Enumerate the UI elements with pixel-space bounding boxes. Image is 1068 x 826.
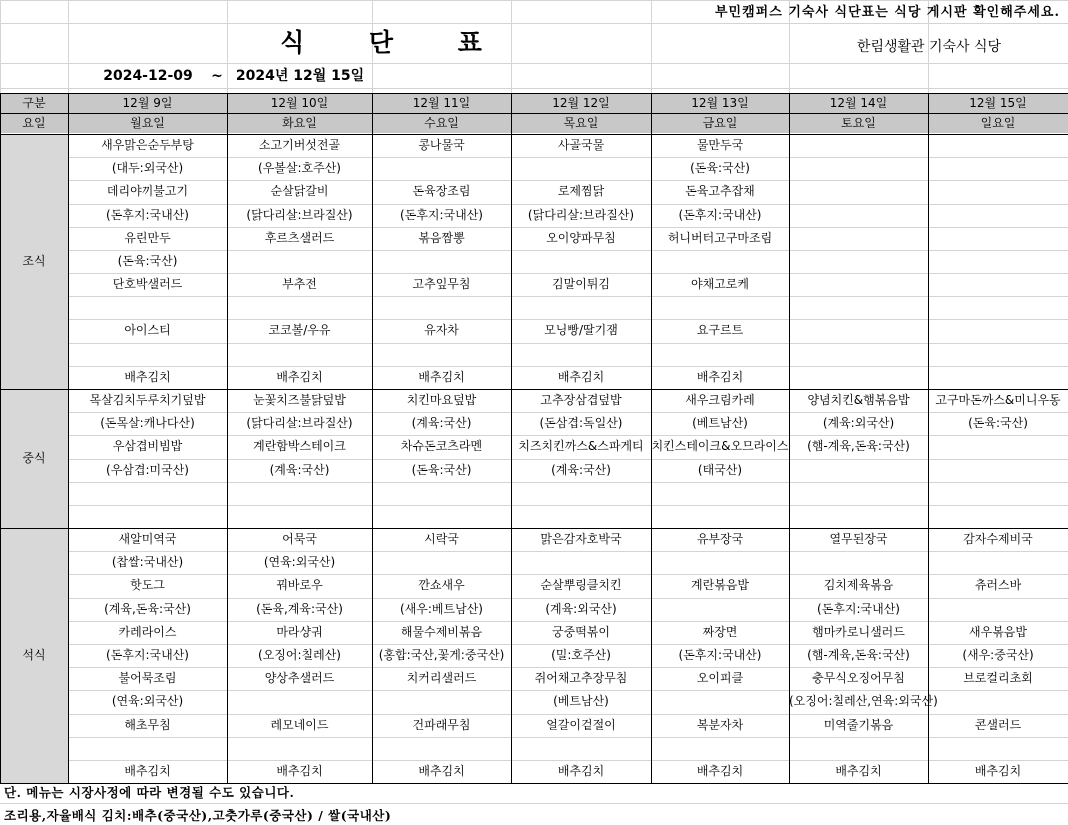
menu-item: (새우:베트남산) <box>400 602 483 616</box>
menu-item: 돈육고추잡채 <box>685 184 755 198</box>
menu-item: (돈삼겹:독일산) <box>539 416 623 430</box>
menu-item: (닭다리살:브라질산) <box>246 416 353 430</box>
menu-item: 미역줄기볶음 <box>823 718 894 732</box>
menu-item: 요구르트 <box>696 323 744 337</box>
dining-hall-name: 한림생활관 기숙사 식당 <box>856 39 1002 55</box>
menu-item: 아이스티 <box>124 323 171 337</box>
menu-item: 순살닭갈비 <box>270 184 329 198</box>
menu-item: 시락국 <box>424 532 459 546</box>
menu-item: (돈육:국산) <box>117 254 178 268</box>
menu-item: 우삼겹비빔밥 <box>112 439 183 453</box>
menu-item: 츄러스바 <box>974 578 1022 592</box>
menu-item: 돈육장조림 <box>412 184 471 198</box>
menu-item: 순살뿌링클치킨 <box>540 578 622 592</box>
meal-label: 석식 <box>22 648 46 663</box>
menu-item: (계육:국산) <box>269 463 330 477</box>
menu-item: (대두:외국산) <box>111 161 184 175</box>
header-day: 토요일 <box>841 116 876 130</box>
grid-line <box>0 343 1068 344</box>
meal-label: 중식 <box>22 450 46 465</box>
menu-item: (돈후지:국내산) <box>678 648 762 662</box>
grid-line <box>0 482 1068 483</box>
menu-item: (우볼살:호주산) <box>258 161 341 175</box>
menu-item: 오이피클 <box>696 671 744 685</box>
menu-item: (계육:국산) <box>411 416 472 430</box>
header-date: 12월 15일 <box>969 96 1027 110</box>
menu-item: 충무식오징어무침 <box>812 671 905 685</box>
menu-item: 유자차 <box>424 323 459 337</box>
menu-item: 모닝빵/딸기잼 <box>544 323 618 337</box>
menu-item: 후르츠샐러드 <box>264 231 335 245</box>
header-day: 월요일 <box>130 116 165 130</box>
menu-item: 계란볶음밥 <box>691 578 749 592</box>
start-date: 2024-12-09 <box>103 68 193 84</box>
menu-item: (연육:외국산) <box>111 694 184 708</box>
menu-item: 고추장삼겹덮밥 <box>540 393 622 407</box>
menu-item: 햄마카로니샐러드 <box>812 625 905 639</box>
menu-item: 해물수제비볶음 <box>400 625 483 639</box>
menu-item: 마라샹궈 <box>276 625 323 639</box>
menu-item: 데리야끼불고기 <box>106 184 189 198</box>
menu-item: (계육:외국산) <box>822 416 895 430</box>
menu-item: 콘샐러드 <box>974 718 1022 732</box>
menu-item: (우삼겹:미국산) <box>106 463 189 477</box>
menu-item: 유린만두 <box>124 231 171 245</box>
menu-item: (돈육,계육:국산) <box>256 602 343 616</box>
menu-item: 배추김치 <box>124 370 171 384</box>
menu-item: 배추김치 <box>557 764 605 778</box>
menu-item: (햄-계육,돈육:국산) <box>807 439 910 453</box>
menu-item: 궁중떡볶이 <box>552 625 610 639</box>
menu-item: 배추김치 <box>557 370 605 384</box>
menu-item: 깐쇼새우 <box>418 578 465 592</box>
menu-item: 치킨스테이크&오므라이스 <box>651 439 789 453</box>
header-date: 12월 12일 <box>552 96 610 110</box>
end-date: 2024년 12월 15일 <box>235 68 365 84</box>
menu-item: (돈후지:국내산) <box>106 648 189 662</box>
menu-item: (계육:외국산) <box>545 602 617 616</box>
menu-item: 김치제육볶음 <box>823 578 894 592</box>
menu-item: 배추김치 <box>418 764 465 778</box>
menu-item: 레모네이드 <box>270 718 329 732</box>
menu-item: 치킨마요덮밥 <box>406 393 477 407</box>
header-day: 금요일 <box>702 116 738 130</box>
menu-item: 배추김치 <box>696 370 744 384</box>
menu-item: 짜장면 <box>702 625 738 639</box>
grid-line <box>0 505 1068 506</box>
menu-item: 부추전 <box>282 277 317 291</box>
menu-item: 새우크림카레 <box>685 393 755 407</box>
grid-line <box>0 0 1068 1</box>
menu-item: (돈후지:국내산) <box>106 208 189 222</box>
menu-item: 새우볶음밥 <box>969 625 1027 639</box>
header-day: 일요일 <box>980 116 1016 130</box>
footer-notice: 단. 메뉴는 시장사정에 따라 변경될 수도 있습니다. <box>4 785 295 800</box>
menu-item: 소고기버섯전골 <box>258 138 341 152</box>
menu-item: (돈후지:국내산) <box>400 208 483 222</box>
menu-item: 야채고로케 <box>691 277 749 291</box>
menu-item: 고추잎무침 <box>412 277 471 291</box>
menu-item: 배추김치 <box>696 764 744 778</box>
menu-item: 배추김치 <box>974 764 1022 778</box>
header-day: 목요일 <box>563 116 599 130</box>
menu-item: (돈후지:국내산) <box>678 208 762 222</box>
header-date: 12월 13일 <box>691 96 749 110</box>
menu-item: 배추김치 <box>418 370 465 384</box>
menu-item: (밀:호주산) <box>551 648 611 662</box>
menu-item: 유부장국 <box>696 532 744 546</box>
header-date: 12월 9일 <box>122 96 173 110</box>
menu-item: (닭다리살:브라질산) <box>246 208 353 222</box>
header-yoil: 요일 <box>22 116 46 130</box>
menu-item: 복분자차 <box>696 718 744 732</box>
menu-item: 허니버터고구마조림 <box>667 231 773 245</box>
menu-item: (베트남산) <box>553 694 609 708</box>
menu-item: 해초무침 <box>124 718 171 732</box>
menu-item: 물만두국 <box>696 138 744 152</box>
meal-label: 조식 <box>22 254 46 268</box>
menu-item: 치커리샐러드 <box>406 671 477 685</box>
menu-item: 김말이튀김 <box>552 277 610 291</box>
menu-item: (태국산) <box>697 463 743 477</box>
menu-item: 건파래무침 <box>412 718 471 732</box>
menu-item: (새우:중국산) <box>962 648 1034 662</box>
menu-item: 계란함박스테이크 <box>253 439 346 453</box>
menu-item: 눈꽃치즈불닭덮밥 <box>253 393 346 407</box>
menu-item: 배추김치 <box>276 370 323 384</box>
menu-item: (햄-계육,돈육:국산) <box>807 648 910 662</box>
header-day: 화요일 <box>282 116 317 130</box>
menu-item: 코코볼/우유 <box>268 323 331 337</box>
menu-item: 양념치킨&햄볶음밥 <box>807 393 910 407</box>
menu-item: 핫도그 <box>130 578 165 592</box>
page-title: 식 단 표 <box>280 28 510 57</box>
header-date: 12월 10일 <box>270 96 329 110</box>
menu-item: 양상추샐러드 <box>264 671 335 685</box>
menu-item: 감자수제비국 <box>963 532 1033 546</box>
header-gubun: 구분 <box>22 96 46 110</box>
menu-item: 브로컬리초회 <box>963 671 1033 685</box>
menu-item: 콩나물국 <box>418 138 465 152</box>
grid-line <box>0 88 1068 89</box>
header-date: 12월 14일 <box>829 96 888 110</box>
menu-item: 배추김치 <box>276 764 323 778</box>
menu-item: 배추김치 <box>124 764 171 778</box>
menu-item: 카레라이스 <box>118 625 177 639</box>
menu-item: 사골국물 <box>557 138 605 152</box>
menu-item: 얼갈이겉절이 <box>546 718 616 732</box>
footer-origin: 조리용,자율배식 김치:배추(중국산),고춧가루(중국산) / 쌀(국내산) <box>4 808 392 823</box>
menu-item: 꿔바로우 <box>276 578 323 592</box>
menu-item: 불어묵조림 <box>118 671 177 685</box>
header-date: 12월 11일 <box>412 96 471 110</box>
menu-item: 배추김치 <box>835 764 882 778</box>
menu-item: 고구마돈까스&미니우동 <box>935 393 1061 407</box>
menu-item: 맑은감자호박국 <box>540 532 622 546</box>
menu-item: 단호박샐러드 <box>112 277 183 291</box>
menu-item: (찹쌀:국내산) <box>111 555 184 569</box>
date-separator: ~ <box>211 68 223 84</box>
menu-item: (오징어:칠레산) <box>258 648 341 662</box>
menu-item: (홍합:국산,꽃게:중국산) <box>378 648 505 662</box>
menu-item: 치즈치킨까스&스파게티 <box>518 439 644 453</box>
menu-item: (계육,돈육:국산) <box>104 602 191 616</box>
menu-item: 차슈돈코츠라멘 <box>400 439 483 453</box>
menu-item: (계육:국산) <box>551 463 611 477</box>
grid-line <box>0 296 1068 297</box>
grid-line <box>0 803 1068 804</box>
header-day: 수요일 <box>424 116 459 130</box>
menu-item: 쥐어채고추장무침 <box>534 671 628 685</box>
grid-line <box>0 737 1068 738</box>
menu-item: 새알미역국 <box>118 532 177 546</box>
menu-item: (베트남산) <box>692 416 748 430</box>
menu-item: (돈후지:국내산) <box>817 602 900 616</box>
menu-item: (돈목살:캐나다산) <box>100 416 195 430</box>
menu-item: 오이양파무침 <box>546 231 616 245</box>
menu-item: 어묵국 <box>282 532 317 546</box>
menu-item: 열무된장국 <box>829 532 888 546</box>
menu-item: (닭다리살:브라질산) <box>527 208 635 222</box>
menu-item: 목살김치두루치기덮밥 <box>89 393 206 407</box>
menu-item: 볶음짬뽕 <box>418 231 465 245</box>
menu-item: (오징어:칠레산,연육:외국산) <box>789 694 938 708</box>
menu-item: (돈육:국산) <box>968 416 1028 430</box>
menu-item: (돈육:국산) <box>411 463 472 477</box>
menu-item: (돈육:국산) <box>690 161 750 175</box>
menu-item: 로제찜닭 <box>557 184 605 198</box>
menu-item: 새우맑은순두부탕 <box>101 138 194 152</box>
menu-item: (연육:외국산) <box>263 555 336 569</box>
top-notice: 부민캠퍼스 기숙사 식단표는 식당 게시판 확인해주세요. <box>715 5 1060 20</box>
